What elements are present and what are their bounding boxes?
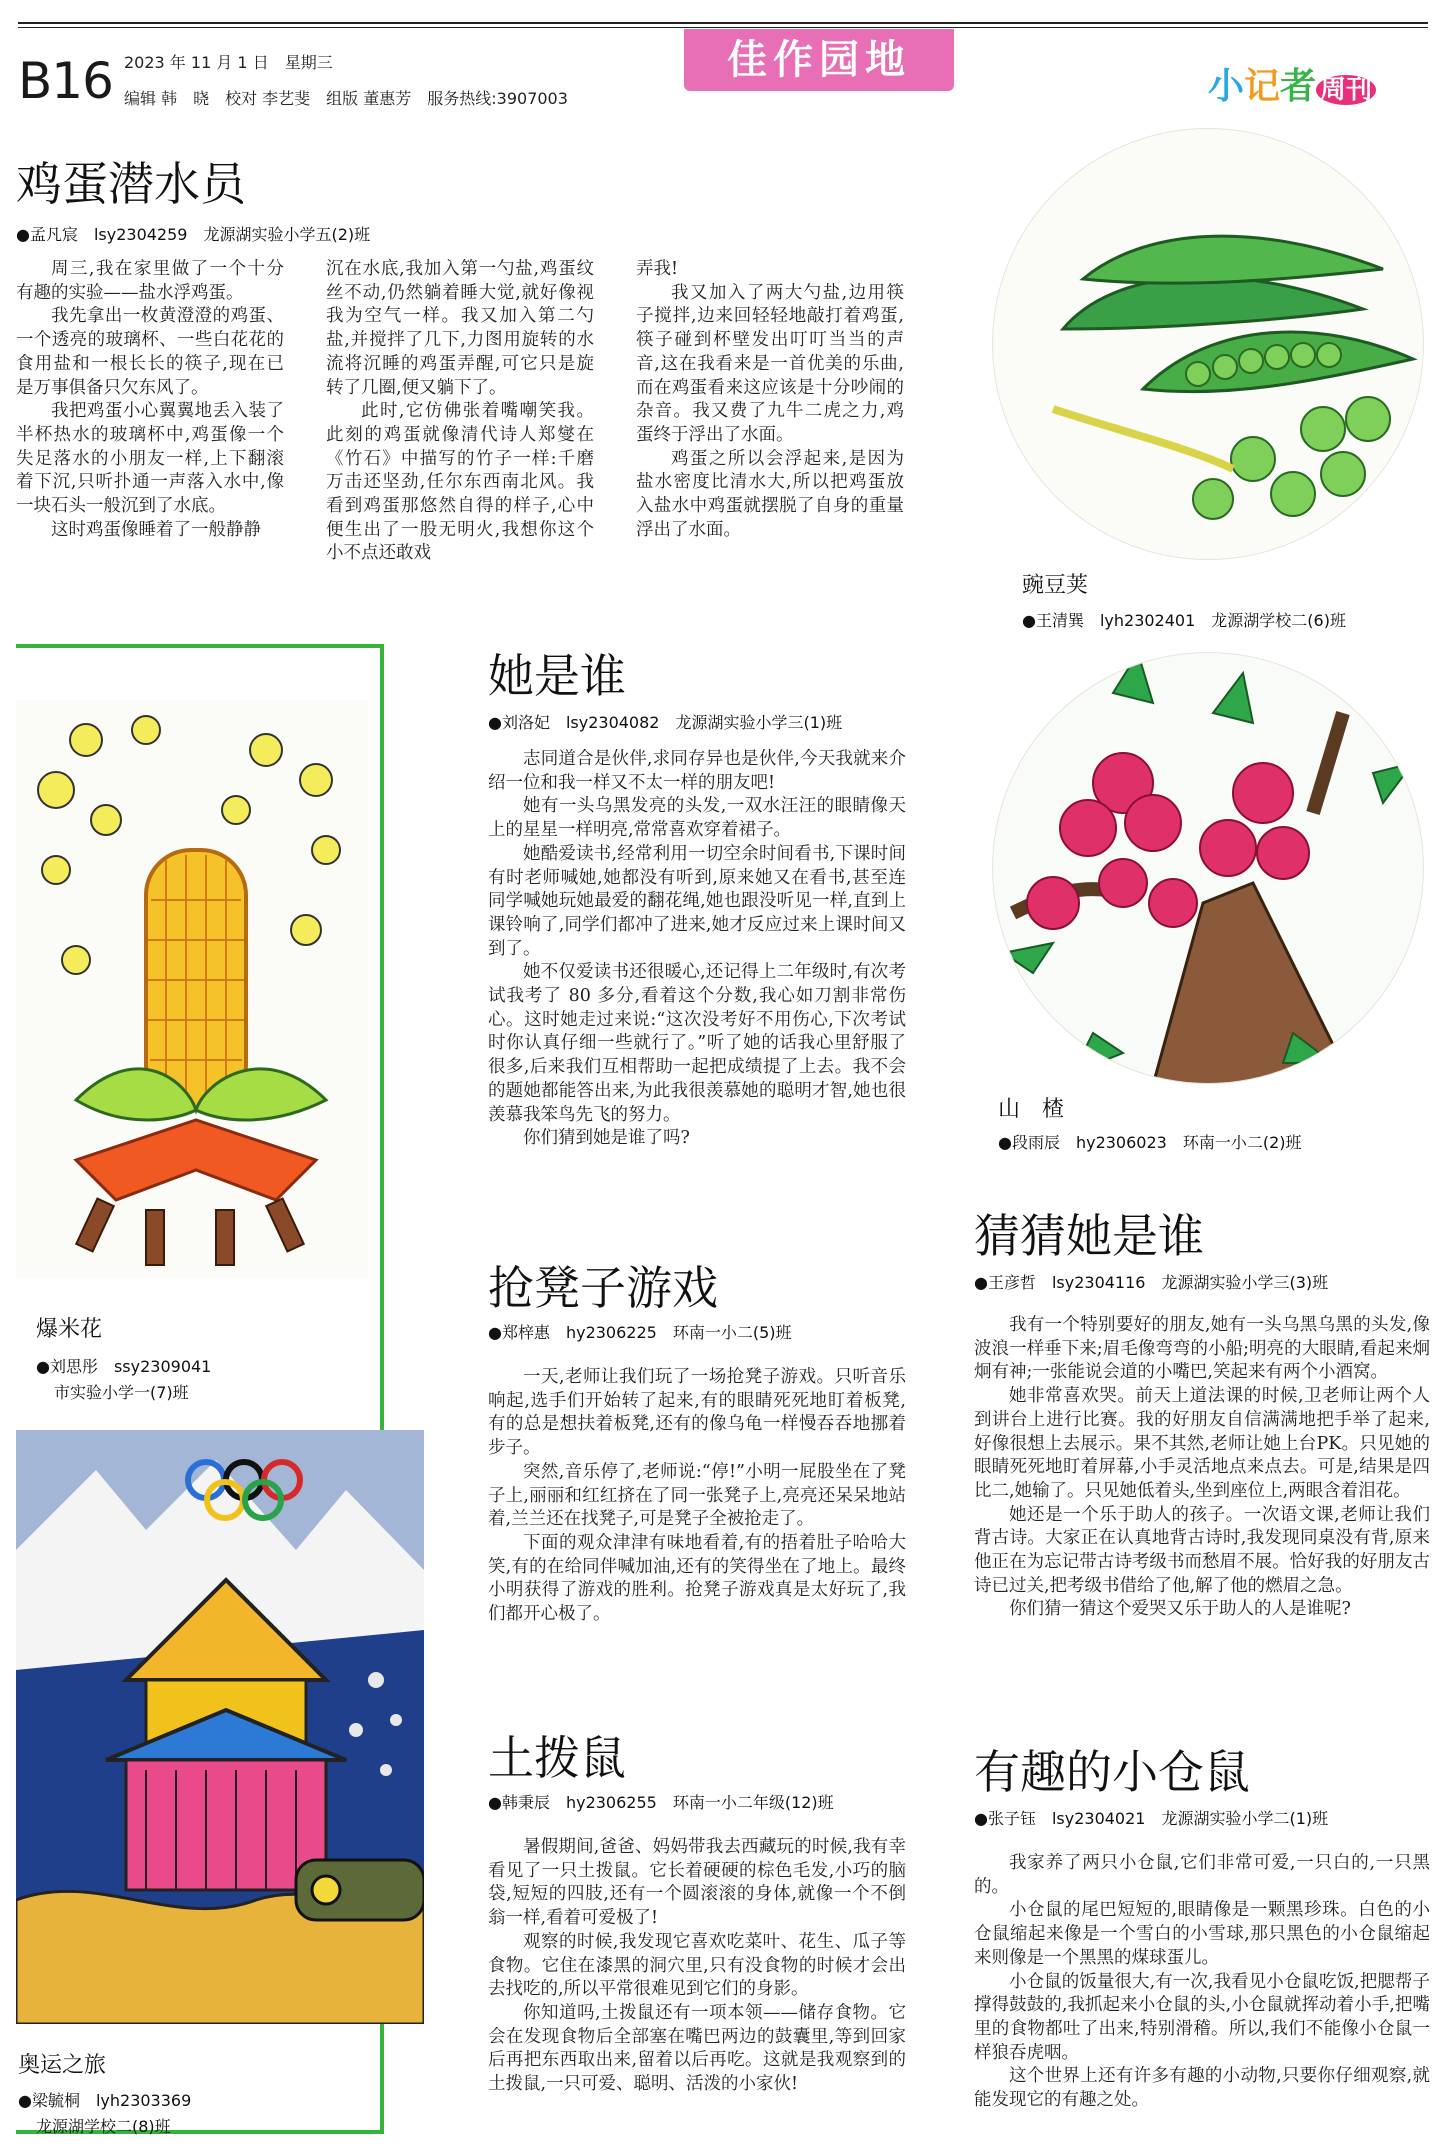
header-rule-thin [18, 27, 1428, 28]
paragraph: 她不仅爱读书还很暖心,还记得上二年级时,有次考试我考了 80 多分,看着这个分数,我心如刀割非常伤心。这时她走过来说:“这次没考好不用伤心,下次考试时你认真仔细一些就行了。”听了她的话我心里舒服了很多,后来我们互相帮助一起把成绩提了上去。我不会的题她都能答出来,为此我很羡慕她的聪明才智,她也很羡慕我笨鸟先飞的努力。 [488, 962, 906, 1125]
logo-part-4: 周刊 [1316, 75, 1376, 105]
article-byline-marmot: ●韩秉辰 hy2306255 环南一小二年级(12)班 [488, 1793, 834, 1812]
artwork-byline-popcorn-1: ●刘思彤 ssy2309041 [36, 1357, 212, 1376]
paragraph: 志同道合是伙伴,求同存异也是伙伴,今天我就来介绍一位和我一样又不太一样的朋友吧! [488, 749, 906, 793]
paragraph: 你们猜到她是谁了吗? [523, 1128, 690, 1149]
paragraph: 这个世界上还有许多有趣的小动物,只要你仔细观察,就能发现它的有趣之处。 [974, 2066, 1430, 2111]
artwork-title-hawthorn: 山 楂 [998, 1097, 1065, 1122]
paragraph: 她非常喜欢哭。前天上道法课的时候,卫老师让两个人到讲台上进行比赛。我的好朋友自信满满地把手举了起来,好像很想上去展示。果不其然,老师让她上台PK。只见她的眼睛死死地盯着屏幕,小手灵活地点来点去。可是,结果是四比二,她输了。只见她低着头,坐到座位上,两眼含着泪花。 [974, 1386, 1430, 1501]
olympics-drawing [16, 1430, 424, 2024]
column-name: 佳作园地 [684, 29, 954, 91]
article-marmot-body [488, 1836, 906, 2097]
paragraph: 我把鸡蛋小心翼翼地丢入装了半杯热水的玻璃杯中,鸡蛋像一个失足落水的小朋友一样,上下翻滚着下沉,只听扑通一声落入水中,像一块石头一般沉到了水底。 [16, 401, 284, 517]
paragraph: 沉在水底,我加入第一勺盐,鸡蛋纹丝不动,仍然躺着睡大觉,就好像视我为空气一样。我又加入第二勺盐,并搅拌了几下,力图用旋转的水流将沉睡的鸡蛋弄醒,可它只是旋转了几圈,便又躺下了。 [326, 259, 594, 398]
article-byline-chairs: ●郑梓惠 hy2306225 环南一小二(5)班 [488, 1323, 792, 1342]
article-guess-body [974, 1314, 1430, 1622]
article-title-egg: 鸡蛋潜水员 [16, 157, 246, 211]
paragraph: 小仓鼠的饭量很大,有一次,我看见小仓鼠吃饭,把腮帮子撑得鼓鼓的,我抓起来小仓鼠的头,小仓鼠就挥动着小手,把嘴里的食物都吐了出来,特别滑稽。所以,我们不能像小仓鼠一样狼吞虎咽。 [974, 1971, 1430, 2063]
paragraph: 下面的观众津津有味地看着,有的捂着肚子哈哈大笑,有的在给同伴喊加油,还有的笑得坐在了地上。最终小明获得了游戏的胜利。抢凳子游戏真是太好玩了,我们都开心极了。 [488, 1532, 906, 1625]
artwork-byline-olympics-2: 龙源湖学校二(8)班 [36, 2117, 171, 2136]
logo-part-3: 者 [1280, 66, 1317, 107]
paragraph: 突然,音乐停了,老师说:“停!”小明一屁股坐在了凳子上,丽丽和红红挤在了同一张凳子上,亮亮还呆呆地站着,兰兰还在找凳子,可是凳子全被抢走了。 [488, 1461, 906, 1530]
artwork-byline-popcorn-2: 市实验小学一(7)班 [54, 1383, 189, 1402]
artwork-byline-hawthorn: ●段雨辰 hy2306023 环南一小二(2)班 [998, 1133, 1302, 1152]
paragraph: 鸡蛋之所以会浮起来,是因为盐水密度比清水大,所以把鸡蛋放入盐水中鸡蛋就摆脱了自身的重量浮出了水面。 [636, 448, 904, 540]
paragraph: 观察的时候,我发现它喜欢吃菜叶、花生、瓜子等食物。它住在漆黑的洞穴里,只有没食物的时候才会出去找吃的,所以平常很难见到它们的身影。 [488, 1931, 906, 2000]
paragraph: 我有一个特别要好的朋友,她有一头乌黑乌黑的头发,像波浪一样垂下来;眉毛像弯弯的小船;明亮的大眼睛,看起来炯炯有神;一张能说会道的小嘴巴,笑起来有两个小酒窝。 [974, 1315, 1430, 1383]
article-who-body [488, 748, 906, 1151]
artwork-title-olympics: 奥运之旅 [18, 2053, 107, 2078]
green-frame-top [16, 644, 384, 648]
page-number: B16 [18, 52, 113, 110]
paragraph: 我又加入了两大勺盐,边用筷子搅拌,边来回轻轻地敲打着鸡蛋,筷子碰到杯壁发出叮叮当当的声音,这在我看来是一首优美的乐曲,而在鸡蛋看来这应该是十分吵闹的杂音。我又费了九牛二虎之力,鸡蛋终于浮出了水面。 [636, 282, 904, 445]
artwork-title-pea: 豌豆荚 [1022, 573, 1089, 598]
article-title-marmot: 土拨鼠 [488, 1731, 626, 1785]
article-title-guess: 猜猜她是谁 [974, 1209, 1204, 1263]
paragraph: 这时鸡蛋像睡着了一般静静 [51, 519, 261, 540]
article-byline-egg: ●孟凡宸 lsy2304259 龙源湖实验小学五(2)班 [16, 225, 371, 244]
artwork-pea [992, 128, 1424, 560]
article-chairs-body [488, 1366, 906, 1627]
article-egg-col-2 [326, 258, 594, 566]
date-line: 2023 年 11 月 1 日 星期三 [124, 53, 333, 72]
paragraph: 你知道吗,土拨鼠还有一项本领——储存食物。它会在发现食物后全部塞在嘴巴两边的鼓囊里,等到回家后再把东西取出来,留着以后再吃。这就是我观察到的土拨鼠,一只可爱、聪明、活泼的小家伙! [488, 2002, 906, 2095]
paragraph: 我家养了两只小仓鼠,它们非常可爱,一只白的,一只黑的。 [974, 1853, 1430, 1897]
paragraph: 周三,我在家里做了一个十分有趣的实验——盐水浮鸡蛋。 [16, 259, 284, 303]
logo-part-2: 记 [1244, 66, 1281, 107]
paragraph: 小仓鼠的尾巴短短的,眼睛像是一颗黑珍珠。白色的小仓鼠缩起来像是一个雪白的小雪球,那只黑色的小仓鼠缩起来则像是一个黑黑的煤球蛋儿。 [974, 1900, 1430, 1968]
artwork-byline-pea: ●王清巽 lyh2302401 龙源湖学校二(6)班 [1022, 611, 1346, 630]
artwork-byline-olympics-1: ●梁毓桐 lyh2303369 [18, 2091, 192, 2110]
article-byline-hamster: ●张子钰 lsy2304021 龙源湖实验小学二(1)班 [974, 1809, 1329, 1828]
staff-line: 编辑 韩 晓 校对 李艺斐 组版 董惠芳 服务热线:3907003 [124, 89, 568, 108]
paragraph: 一天,老师让我们玩了一场抢凳子游戏。只听音乐响起,选手们开始转了起来,有的眼睛死死地盯着板凳,有的总是想扶着板凳,还有的像乌龟一样慢吞吞地挪着步子。 [488, 1367, 906, 1459]
artwork-popcorn [16, 700, 368, 1278]
paragraph: 此时,它仿佛张着嘴嘲笑我。此刻的鸡蛋就像清代诗人郑燮在《竹石》中描写的竹子一样:千磨万击还坚劲,任尔东西南北风。我看到鸡蛋那悠然自得的样子,心中便生出了一股无明火,我想你这个小不点还敢戏 [326, 401, 594, 564]
article-byline-guess: ●王彦哲 lsy2304116 龙源湖实验小学三(3)班 [974, 1273, 1329, 1292]
article-byline-who: ●刘洛妃 lsy2304082 龙源湖实验小学三(1)班 [488, 713, 843, 732]
article-egg-col-1 [16, 258, 284, 542]
logo-part-1: 小 [1208, 66, 1245, 107]
article-title-who: 她是谁 [488, 649, 626, 703]
pea-drawing [993, 129, 1424, 560]
article-title-hamster: 有趣的小仓鼠 [974, 1745, 1250, 1799]
artwork-hawthorn [992, 652, 1424, 1084]
popcorn-drawing [16, 700, 368, 1278]
article-title-chairs: 抢凳子游戏 [488, 1261, 718, 1315]
paragraph: 她酷爱读书,经常利用一切空余时间看书,下课时间有时老师喊她,她都没有听到,原来她又在看书,甚至连同学喊她玩她最爱的翻花绳,她也跟没听见一样,直到上课铃响了,同学们都冲了进来,她才反应过来上课时间又到了。 [488, 843, 906, 959]
article-egg-col-3 [636, 258, 904, 542]
paragraph: 她还是一个乐于助人的孩子。一次语文课,老师让我们背古诗。大家正在认真地背古诗时,我发现同桌没有背,原来他正在为忘记带古诗考级书而愁眉不展。恰好我的好朋友古诗已过关,把考级书借给了他,解了他的燃眉之急。 [974, 1504, 1430, 1596]
hawthorn-drawing [993, 653, 1424, 1084]
paragraph: 她有一头乌黑发亮的头发,一双水汪汪的眼睛像天上的星星一样明亮,常常喜欢穿着裙子。 [488, 796, 906, 841]
paragraph: 你们猜一猜这个爱哭又乐于助人的人是谁呢? [1009, 1599, 1351, 1620]
paragraph: 我先拿出一枚黄澄澄的鸡蛋、一个透亮的玻璃杯、一些白花花的食用盐和一根长长的筷子,现在已是万事俱备只欠东风了。 [16, 306, 284, 398]
artwork-title-popcorn: 爆米花 [36, 1317, 103, 1342]
paragraph: 弄我! [636, 259, 679, 279]
publication-logo [1208, 58, 1376, 109]
paragraph: 暑假期间,爸爸、妈妈带我去西藏玩的时候,我有幸看见了一只土拨鼠。它长着硬硬的棕色毛发,小巧的脑袋,短短的四肢,还有一个圆滚滚的身体,就像一个不倒翁一样,看着可爱极了! [488, 1837, 906, 1929]
article-hamster-body [974, 1852, 1430, 2113]
artwork-olympics [16, 1430, 424, 2024]
header-rule [18, 22, 1428, 24]
